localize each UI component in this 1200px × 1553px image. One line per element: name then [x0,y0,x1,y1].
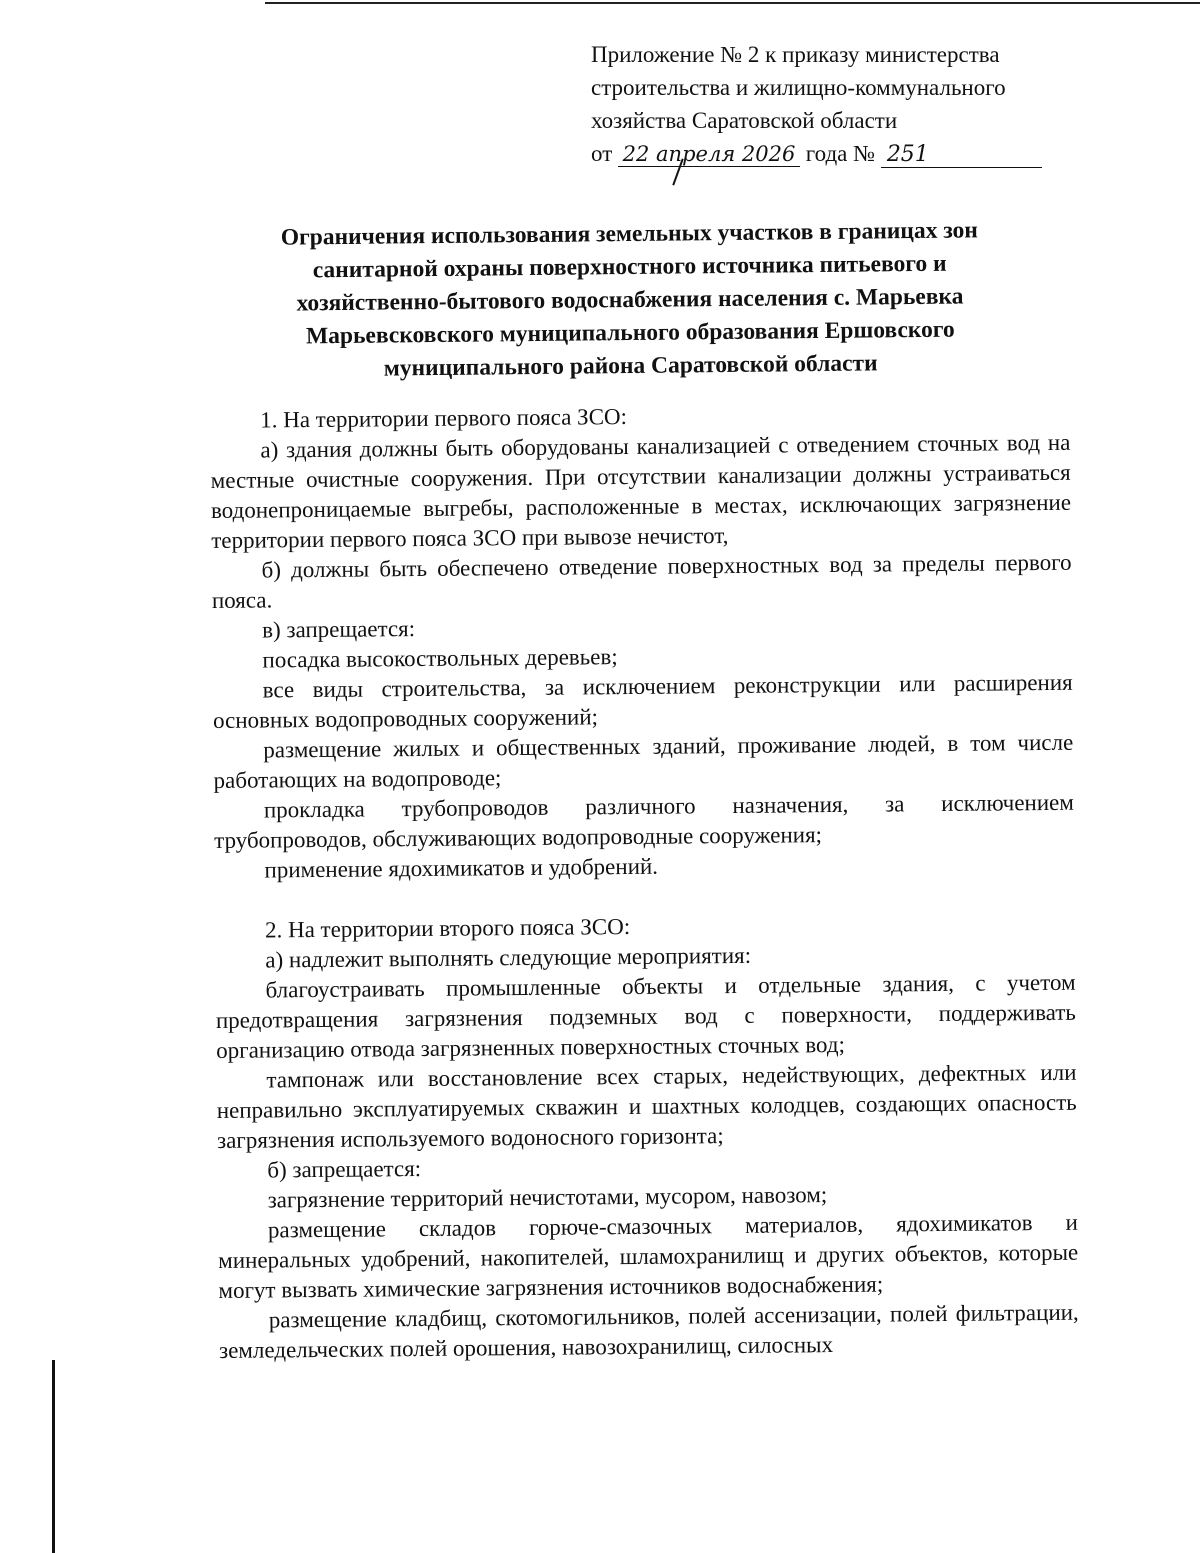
header-line: строительства и жилищно-коммунального [591,75,1006,100]
paragraph: в) запрещается: [262,616,416,643]
paragraph: б) должны быть обеспечено отведение поверхностных вод за пределы первого пояса. [211,549,1072,613]
section-heading: 2. На территории второго пояса ЗСО: [264,913,631,943]
year-number-label: года № [805,141,876,166]
section-heading: 1. На территории первого пояса ЗСО: [260,403,628,433]
document-body [210,398,1079,1366]
title-line: Ограничения использования земельных участков в границах зон [280,217,978,251]
paragraph: размещение кладбищ, скотомогильников, полей ассенизации, полей фильтрации, земледельческих полей орошения, навозохранилищ, силосных [218,1299,1079,1363]
paragraph: размещение складов горюче-смазочных материалов, ядохимикатов и минеральных удобрений, накопителей, шламохранилищ и других объектов, которые могут вызвать химические загрязнения источников водоснабжения; [218,1209,1079,1303]
header-date-line [591,137,1111,170]
appendix-header [591,38,1111,170]
paragraph: прокладка трубопроводов различного назначения, за исключением трубопроводов, обслуживающих водопроводные сооружения; [214,789,1074,853]
document-title [229,214,1031,387]
scan-edge-top [265,2,1200,4]
scan-edge-left [52,1360,55,1553]
paragraph: посадка высокоствольных деревьев; [262,644,618,673]
handwritten-date: 22 апреля 2026 [618,142,800,167]
title-line: муниципального района Саратовской области [383,350,878,382]
header-line: хозяйства Саратовской области [591,108,898,133]
paragraph: применение ядохимикатов и удобрений. [264,853,659,883]
header-line: Приложение № 2 к приказу министерства [591,42,1000,67]
paragraph: благоустраивать промышленные объекты и отдельные здания, с учетом предотвращения загрязнения подземных вод с поверхности, поддерживать организацию отвода загрязненных поверхностных сточных вод; [215,969,1076,1063]
paragraph: тампонаж или восстановление всех старых, недействующих, дефектных или неправильно эксплуатируемых скважин и шахтных колодцев, создающих опасность загрязнения используемого водоносного горизонта; [216,1059,1077,1153]
title-line: Марьевсковского муниципального образования Ершовского [305,316,955,350]
paragraph: а) здания должны быть оборудованы канализацией с отведением сточных вод на местные очистные сооружения. При отсутствии канализации должны устраиваться водонепроницаемые выгребы, расположенные в местах, исключающих загрязнение территории первого пояса ЗСО при вывозе нечистот, [210,429,1072,553]
paragraph: б) запрещается: [267,1156,422,1183]
paragraph: все виды строительства, за исключением реконструкции или расширения основных водопроводных сооружений; [212,669,1073,733]
title-line: санитарной охраны поверхностного источника питьевого и [312,250,947,284]
title-line: хозяйственно-бытового водоснабжения населения с. Марьевка [296,283,964,317]
paragraph: загрязнение территорий нечистотами, мусором, навозом; [267,1182,828,1213]
handwritten-order-number: 251 [881,143,1042,168]
paragraph: а) надлежит выполнять следующие мероприятия: [265,942,752,973]
paragraph: размещение жилых и общественных зданий, проживание людей, в том числе работающих на водопроводе; [213,729,1074,793]
from-label: от [591,141,613,166]
